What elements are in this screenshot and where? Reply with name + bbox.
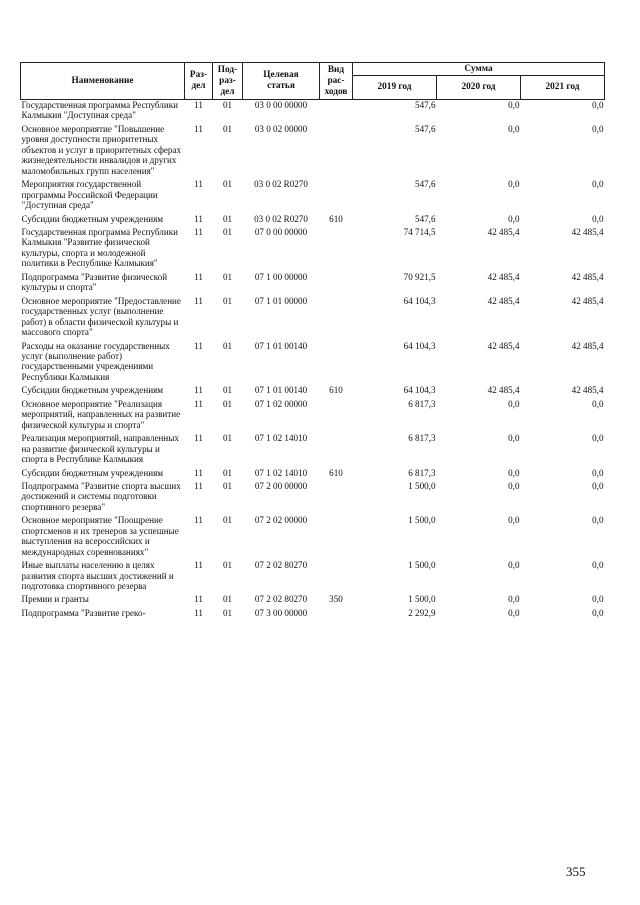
row-name: Реализация мероприятий, направленных на развитие физической культуры и спорта в Республике Калмыкия	[21, 433, 179, 465]
row-podrazdel: 01	[222, 515, 233, 526]
table-row	[21, 515, 605, 560]
row-sum-2020: 0,0	[508, 179, 520, 190]
row-razdel: 11	[194, 515, 203, 526]
header-vid-rashodov: Вид рас- ходов	[320, 63, 353, 100]
row-vid-rashodov	[320, 399, 353, 433]
row-sum-2020: 0,0	[508, 213, 520, 224]
row-vid-rashodov	[320, 227, 353, 272]
table-row	[21, 214, 605, 227]
row-sum-2020: 42 485,4	[487, 226, 520, 237]
row-sum-2020: 0,0	[508, 607, 520, 618]
row-name: Основное мероприятие "Поощрение спортсменов и их тренеров за успешные выступления на всероссийских и международных соревнованиях"	[21, 515, 179, 557]
row-celevaya-statya: 07 2 00 00000	[254, 480, 308, 491]
row-celevaya-statya: 07 0 00 00000	[254, 226, 308, 237]
row-vid-rashodov	[320, 608, 353, 621]
row-celevaya-statya: 07 1 01 00140	[254, 340, 308, 351]
row-vid-rashodov: 350	[329, 594, 343, 605]
header-2020: 2020 год	[437, 76, 521, 100]
row-name: Субсидии бюджетным учреждениям	[21, 213, 164, 224]
table-row	[21, 296, 605, 341]
row-celevaya-statya: 07 1 02 14010	[254, 433, 308, 444]
row-sum-2019: 547,6	[415, 213, 436, 224]
row-celevaya-statya: 07 2 02 80270	[254, 594, 308, 605]
row-razdel: 11	[194, 433, 203, 444]
row-sum-2019: 74 714,5	[403, 226, 436, 237]
row-sum-2019: 6 817,3	[408, 467, 436, 478]
row-sum-2020: 0,0	[508, 480, 520, 491]
row-sum-2019: 1 500,0	[408, 594, 436, 605]
row-sum-2021: 42 485,4	[571, 385, 604, 396]
row-razdel: 11	[194, 398, 203, 409]
row-celevaya-statya: 07 1 00 00000	[254, 271, 308, 282]
row-podrazdel: 01	[222, 123, 233, 134]
row-sum-2020: 42 485,4	[487, 295, 520, 306]
row-podrazdel: 01	[222, 480, 233, 491]
page-number: 355	[566, 864, 586, 879]
row-sum-2019: 1 500,0	[408, 515, 436, 526]
row-sum-2021: 0,0	[592, 480, 604, 491]
row-name: Субсидии бюджетным учреждениям	[21, 385, 164, 396]
row-sum-2020: 42 485,4	[487, 271, 520, 282]
row-razdel: 11	[194, 100, 203, 110]
header-summa: Сумма	[353, 63, 605, 76]
row-celevaya-statya: 07 2 02 80270	[254, 560, 308, 571]
row-name: Государственная программа Республики Калмыкия "Доступная среда"	[21, 100, 178, 121]
header-razdel: Раз- дел	[185, 63, 213, 100]
row-sum-2021: 0,0	[592, 398, 604, 409]
row-sum-2019: 1 500,0	[408, 480, 436, 491]
row-sum-2021: 0,0	[592, 433, 604, 444]
table-row	[21, 179, 605, 213]
row-vid-rashodov: 610	[329, 213, 343, 224]
row-sum-2020: 0,0	[508, 100, 520, 110]
row-sum-2020: 42 485,4	[487, 340, 520, 351]
row-name: Подпрограмма "Развитие греко-	[21, 607, 146, 618]
row-razdel: 11	[194, 594, 203, 605]
row-sum-2019: 2 292,9	[408, 607, 436, 618]
row-name: Государственная программа Республики Калмыкия "Развитие физической культуры, спорта и молодежной политики в Республике Калмыкия"	[21, 226, 178, 269]
table-row	[21, 124, 605, 179]
row-sum-2021: 42 485,4	[571, 340, 604, 351]
header-2019: 2019 год	[353, 76, 437, 100]
row-celevaya-statya: 07 3 00 00000	[254, 607, 308, 618]
row-name: Подпрограмма "Развитие спорта высших достижений и системы подготовки спортивного резерва"	[21, 480, 181, 512]
row-sum-2019: 6 817,3	[408, 433, 436, 444]
row-podrazdel: 01	[222, 271, 233, 282]
row-sum-2020: 0,0	[508, 515, 520, 526]
row-sum-2020: 0,0	[508, 594, 520, 605]
row-sum-2019: 6 817,3	[408, 398, 436, 409]
row-name: Основное мероприятие "Повышение уровня доступности приоритетных объектов и услуг в приоритетных сферах жизнедеятельности инвалидов и других маломобильных групп населения"	[21, 123, 182, 176]
row-sum-2021: 0,0	[592, 100, 604, 110]
row-razdel: 11	[194, 213, 203, 224]
row-podrazdel: 01	[222, 226, 233, 237]
row-razdel: 11	[194, 560, 203, 571]
row-razdel: 11	[194, 385, 203, 396]
row-podrazdel: 01	[222, 594, 233, 605]
row-name: Подпрограмма "Развитие физической культуры и спорта"	[21, 271, 168, 293]
row-sum-2021: 42 485,4	[571, 226, 604, 237]
table-row	[21, 272, 605, 296]
row-sum-2019: 64 104,3	[403, 340, 436, 351]
row-podrazdel: 01	[222, 607, 233, 618]
row-vid-rashodov: 610	[329, 385, 343, 396]
header-podrazdel: Под- раз- дел	[213, 63, 243, 100]
row-sum-2021: 0,0	[592, 179, 604, 190]
row-sum-2019: 64 104,3	[403, 385, 436, 396]
row-name: Субсидии бюджетным учреждениям	[21, 467, 164, 478]
row-podrazdel: 01	[222, 213, 233, 224]
row-podrazdel: 01	[222, 560, 233, 571]
row-podrazdel: 01	[222, 295, 233, 306]
row-sum-2019: 547,6	[415, 179, 436, 190]
row-name: Основное мероприятие "Предоставление государственных услуг (выполнение работ) в области физической культуры и массового спорта"	[21, 295, 181, 338]
header-name: Наименование	[21, 63, 185, 100]
row-sum-2019: 64 104,3	[403, 295, 436, 306]
row-vid-rashodov	[320, 341, 353, 386]
table-row	[21, 560, 605, 594]
row-podrazdel: 01	[222, 433, 233, 444]
row-sum-2019: 547,6	[415, 123, 436, 134]
table-row	[21, 227, 605, 272]
row-name: Мероприятия государственной программы Российской Федерации "Доступная среда"	[21, 179, 158, 211]
row-celevaya-statya: 03 0 00 00000	[254, 100, 308, 110]
row-name: Премии и гранты	[21, 594, 89, 605]
row-razdel: 11	[194, 123, 203, 134]
row-sum-2021: 0,0	[592, 560, 604, 571]
row-sum-2021: 0,0	[592, 607, 604, 618]
table-row	[21, 341, 605, 386]
row-sum-2021: 0,0	[592, 467, 604, 478]
row-vid-rashodov	[320, 433, 353, 467]
row-podrazdel: 01	[222, 385, 233, 396]
table-body	[21, 100, 605, 622]
table-row	[21, 481, 605, 515]
row-podrazdel: 01	[222, 467, 233, 478]
row-celevaya-statya: 07 1 02 14010	[254, 467, 308, 478]
row-podrazdel: 01	[222, 398, 233, 409]
row-name: Иные выплаты населению в целях развития спорта высших достижений и подготовка спортивного резерва	[21, 560, 174, 592]
row-podrazdel: 01	[222, 179, 233, 190]
row-celevaya-statya: 03 0 02 R0270	[254, 213, 308, 224]
row-sum-2019: 1 500,0	[408, 560, 436, 571]
table-row	[21, 594, 605, 607]
row-razdel: 11	[194, 179, 203, 190]
row-celevaya-statya: 07 1 02 00000	[254, 398, 308, 409]
row-sum-2020: 0,0	[508, 467, 520, 478]
row-vid-rashodov: 610	[329, 467, 343, 478]
row-razdel: 11	[194, 607, 203, 618]
row-vid-rashodov	[320, 515, 353, 560]
row-sum-2021: 42 485,4	[571, 271, 604, 282]
row-razdel: 11	[194, 226, 203, 237]
row-sum-2020: 0,0	[508, 560, 520, 571]
row-sum-2019: 70 921,5	[403, 271, 436, 282]
row-razdel: 11	[194, 480, 203, 491]
table-row	[21, 433, 605, 467]
row-vid-rashodov	[320, 481, 353, 515]
row-vid-rashodov	[320, 179, 353, 213]
row-sum-2021: 0,0	[592, 123, 604, 134]
row-razdel: 11	[194, 271, 203, 282]
table-row	[21, 385, 605, 398]
table-row	[21, 608, 605, 621]
row-sum-2020: 0,0	[508, 123, 520, 134]
row-podrazdel: 01	[222, 100, 233, 110]
table-row	[21, 100, 605, 124]
row-name: Расходы на оказание государственных услуг (выполнение работ) государственными учреждениями Республики Калмыкия	[21, 340, 170, 382]
row-celevaya-statya: 07 1 01 00140	[254, 385, 308, 396]
row-sum-2021: 0,0	[592, 515, 604, 526]
row-sum-2020: 0,0	[508, 433, 520, 444]
row-vid-rashodov	[320, 560, 353, 594]
row-razdel: 11	[194, 467, 203, 478]
row-celevaya-statya: 03 0 02 R0270	[254, 179, 308, 190]
row-name: Основное мероприятие "Реализация мероприятий, направленных на развитие физической культуры и спорта"	[21, 398, 181, 430]
table-row	[21, 468, 605, 481]
row-celevaya-statya: 07 2 02 00000	[254, 515, 308, 526]
row-vid-rashodov	[320, 100, 353, 124]
row-vid-rashodov	[320, 272, 353, 296]
table-row	[21, 399, 605, 433]
row-podrazdel: 01	[222, 340, 233, 351]
header-2021: 2021 год	[521, 76, 605, 100]
row-celevaya-statya: 07 1 01 00000	[254, 295, 308, 306]
row-razdel: 11	[194, 295, 203, 306]
row-sum-2021: 0,0	[592, 213, 604, 224]
row-vid-rashodov	[320, 124, 353, 179]
row-sum-2021: 0,0	[592, 594, 604, 605]
row-sum-2021: 42 485,4	[571, 295, 604, 306]
table-header	[21, 63, 605, 100]
row-sum-2020: 42 485,4	[487, 385, 520, 396]
row-celevaya-statya: 03 0 02 00000	[254, 123, 308, 134]
row-vid-rashodov	[320, 296, 353, 341]
row-sum-2020: 0,0	[508, 398, 520, 409]
budget-table	[20, 62, 605, 621]
row-sum-2019: 547,6	[415, 100, 436, 110]
row-razdel: 11	[194, 340, 203, 351]
header-celevaya-statya: Целевая статья	[243, 63, 320, 100]
